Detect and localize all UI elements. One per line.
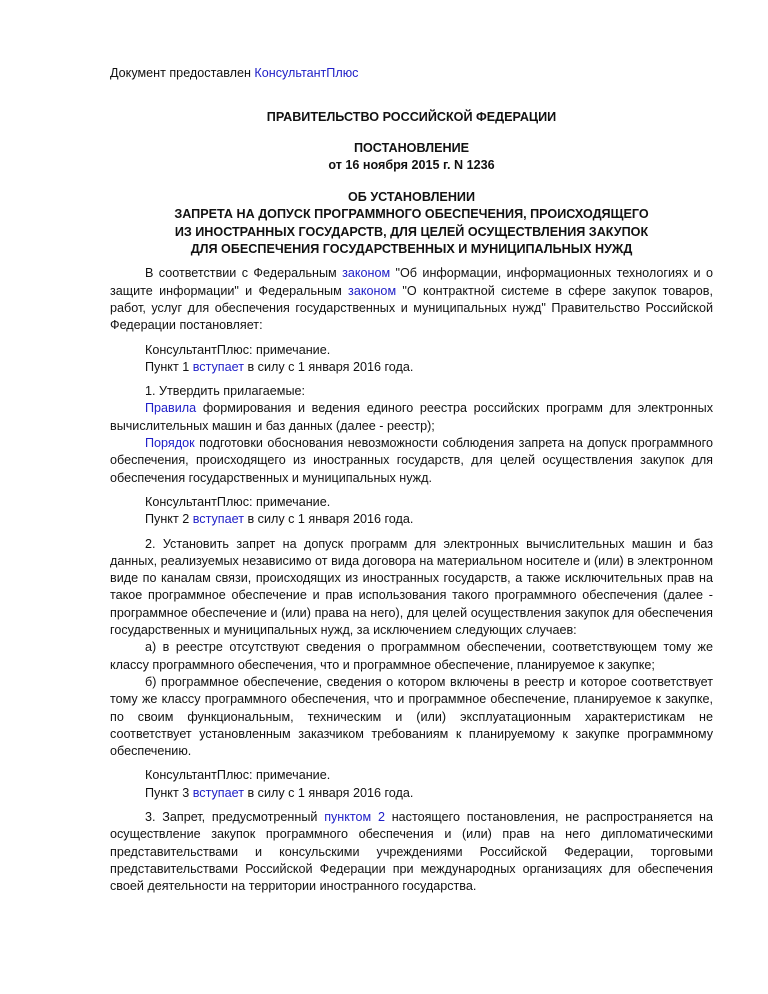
paragraph <box>110 536 713 640</box>
document-body <box>110 265 713 895</box>
document-title <box>110 189 713 258</box>
text-span: КонсультантПлюс: примечание. <box>145 494 331 509</box>
document-link[interactable]: пунктом 2 <box>324 809 385 824</box>
text-span: формирования и ведения единого реестра российских программ для электронных вычислительных машин и баз данных (далее - реестр); <box>110 401 713 433</box>
text-span: Пункт 1 <box>145 359 193 374</box>
text-span: в силу с 1 января 2016 года. <box>243 359 414 374</box>
text-span: подготовки обоснования невозможности соблюдения запрета на допуск программного обеспечения, происходящего из иностранных государств, для целей осуществления закупок для обеспечения государственных и муниципальных нужд. <box>110 436 713 485</box>
title-line: ДЛЯ ОБЕСПЕЧЕНИЯ ГОСУДАРСТВЕННЫХ И МУНИЦИПАЛЬНЫХ НУЖД <box>190 242 633 257</box>
paragraph <box>110 674 713 760</box>
paragraph <box>110 383 713 400</box>
consultant-note <box>110 785 713 802</box>
text-span: 3. Запрет, предусмотренный <box>145 809 325 824</box>
text-span: настоящего постановления, не распространяется на осуществление закупок программного обеспечения и (или) прав на него дипломатическими представительствами и консульскими учреждениями Российской Федерации, торговыми представительствами Российской Федерации при международных организациях для обеспечения своей деятельности на территории иностранного государства. <box>110 809 714 894</box>
text-span: 2. Установить запрет на допуск программ для электронных вычислительных машин и баз данных, реализуемых независимо от вида договора на материальном носителе и (или) в электронном виде по каналам связи, происходящих из иностранных государств, а также исключительных прав на такое программное обеспечение и прав использования такого программного обеспечения (далее - программное обеспечение и (или) права на него), для целей осуществления закупок для обеспечения государственных и муниципальных нужд, за исключением следующих случаев: <box>110 536 713 638</box>
document-link[interactable]: законом <box>348 283 397 298</box>
document-page <box>110 65 713 895</box>
text-span: КонсультантПлюс: примечание. <box>145 342 331 357</box>
consultant-note <box>110 767 713 784</box>
government-name: ПРАВИТЕЛЬСТВО РОССИЙСКОЙ ФЕДЕРАЦИИ <box>266 110 557 125</box>
title-line: ОБ УСТАНОВЛЕНИИ <box>347 190 476 205</box>
text-span: КонсультантПлюс: примечание. <box>145 768 331 783</box>
consultant-note <box>110 511 713 528</box>
paragraph <box>110 639 713 674</box>
text-span: "Об информации, информационных технологиях и о защите информации" и Федеральным <box>110 266 713 298</box>
title-line: ЗАПРЕТА НА ДОПУСК ПРОГРАММНОГО ОБЕСПЕЧЕНИЯ, ПРОИСХОДЯЩЕГО <box>174 207 649 222</box>
text-span: В соответствии с Федеральным <box>145 266 343 281</box>
document-link[interactable]: вступает <box>192 785 244 800</box>
text-span: б) программное обеспечение, сведения о котором включены в реестр и которое соответствует тому же классу программного обеспечения, что и программное обеспечение, планируемое к закупке, по своим функциональным, техническим и (или) эксплуатационным характеристикам не соответствует установленным заказчиком требованиям к планируемому к закупке программному обеспечению. <box>110 674 713 759</box>
text-span: в силу с 1 января 2016 года. <box>243 785 414 800</box>
header-prefix: Документ предоставлен <box>110 66 255 80</box>
document-link[interactable]: Правила <box>145 401 197 416</box>
text-span: в силу с 1 января 2016 года. <box>243 512 414 527</box>
text-span: 1. Утвердить прилагаемые: <box>145 384 305 399</box>
document-date: от 16 ноября 2015 г. N 1236 <box>328 157 495 172</box>
paragraph <box>110 265 713 334</box>
consultant-note <box>110 494 713 511</box>
document-link[interactable]: Порядок <box>145 436 195 451</box>
title-line: ИЗ ИНОСТРАННЫХ ГОСУДАРСТВ, ДЛЯ ЦЕЛЕЙ ОСУЩЕСТВЛЕНИЯ ЗАКУПОК <box>174 224 649 239</box>
text-span: а) в реестре отсутствуют сведения о программном обеспечении, соответствующем тому же классу программного обеспечения, что и программное обеспечение, планируемое к закупке; <box>110 640 713 672</box>
text-span: "О контрактной системе в сфере закупок товаров, работ, услуг для обеспечения государственных и муниципальных нужд" Правительство Российской Федерации постановляет: <box>110 283 713 333</box>
consultant-note <box>110 359 713 376</box>
paragraph <box>110 809 713 895</box>
document-link[interactable]: вступает <box>192 512 244 527</box>
document-type: ПОСТАНОВЛЕНИЕ <box>353 140 470 155</box>
paragraph <box>110 400 713 435</box>
consultant-note <box>110 342 713 359</box>
document-header <box>110 65 713 82</box>
text-span: Пункт 3 <box>145 785 193 800</box>
document-link[interactable]: законом <box>342 266 391 281</box>
paragraph <box>110 435 713 487</box>
text-span: Пункт 2 <box>145 512 193 527</box>
document-link[interactable]: вступает <box>192 359 244 374</box>
consultantplus-link[interactable]: КонсультантПлюс <box>254 66 359 80</box>
